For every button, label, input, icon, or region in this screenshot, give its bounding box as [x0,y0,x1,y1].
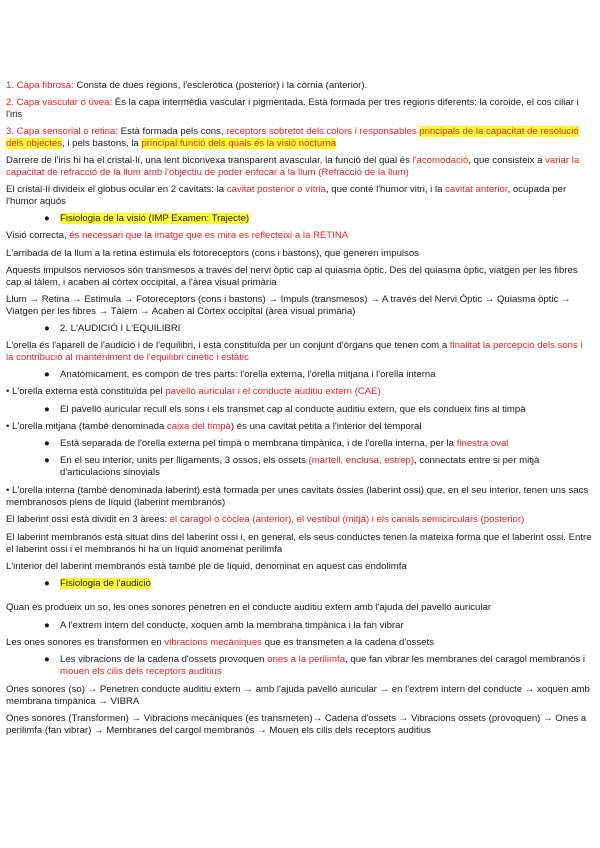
bullet-dot: ● [44,455,50,466]
capa-fibrosa-paragraph: 1. Capa fibrosa: Consta de dues regions, l'escleròtica (posterior) i la còrnia (anterior). [6,80,368,91]
extrem-bullet: A l'extrem intern del conducte, xoquen amb la membrana timpànica i la fan vibrar [60,620,404,631]
capa-sensorial-title: 3. Capa sensorial o retina: [6,126,118,137]
orella-paragraph: L'orella és l'aparell de l'audició i de l'equilibri, i està constituïda per un conjunt d'òrgans que tenen com a finalitat la percepció dels sons i la contribució al manteniment de l'equilibri cinètic i estàtic [6,340,583,363]
bullet-dot: ● [44,213,50,224]
transformen-paragraph: Les ones sonores es transformen en vibracions mecàniques que es transmeten a la cadena d'ossets [6,637,434,648]
bullet-dot: ● [44,578,50,589]
bullet-dot: ● [44,369,50,380]
endolimfa-paragraph: L'interior del laberint membranós està també ple de líquid, denominat en aquest cas endolimfa [6,561,407,572]
laberint-ossi-paragraph: El laberint ossi està dividit en 3 àrees: el caragol o còclea (anterior), el vestíbul (mitjà) i els canals semicirculars (posterior) [6,514,525,525]
orella-externa-paragraph: • L'orella externa està constituïda pel pavelló auricular i el conducte auditiu extern (CAE) [6,386,381,397]
visio-correcta-paragraph: Visió correcta, és necessari que la imatge que es mira es reflecteixi a la RETINA [6,230,349,241]
impulsos-paragraph: Aquests impulsos nerviosos són transmesos a través del nervi òptic cap al quiasma òptic. Des del quiasma òptic, viatgen per les fibres cap al tàlem, i acaben al còrtex occipital, a l'àrea visual primària [6,265,578,288]
cavitats-paragraph: El cristal·lí divideix el globus ocular en 2 cavitats: la cavitat posterior o vítria, que conté l'humor vitri, i la cavitat anterior, ocupada per l'humor aquós [6,184,567,207]
trajecte-visio-paragraph: Llum → Retina → Estimula → Fotoreceptors (cons i bastons) → Impuls (transmesos) → A través del Nervi Òptic → Quiasma òptic → Viatgen per les fibres → Tàlem → Acaben al Còrtex occipital (àrea visual primària) [6,294,571,317]
fisiologia-visio-heading: Fisiologia de la visió (IMP Examen: Trajecte) [60,213,250,224]
cadena-vibracions-paragraph: Ones sonores (Transformen) → Vibracions mecàniques (es transmeten)→ Cadena d'ossets → Vibracions ossets (provoquen) → Ones a perilimfa (fan vibrar) → Membranes del cargol membranós → Mouen els cilis dels receptors auditius [6,713,587,736]
bullet-dot: ● [44,404,50,415]
ossets-bullet: En el seu interior, units per lligaments, 3 ossos, els ossets (martell, enclusa, estrep), connectats entre si per mitjà d'articulacions sinovials [60,455,540,478]
laberint-membranos-paragraph: El laberint membranós està situat dins del laberint ossi i, en general, els seus conductes tenen la mateixa forma que el laberint ossi. Entre el laberint ossi i el membranós hi ha un líquid anomenat perilimfa [6,532,592,555]
pavello-bullet: El pavelló auricular recull els sons i els transmet cap al conducte auditiu extern, que els condueix fins al timpà [60,404,526,415]
so-paragraph: Quan es produeix un so, les ones sonores penetren en el conducte auditiu extern amb l'ajuda del pavelló auricular [6,602,492,613]
fisiologia-audicio-heading: Fisiologia de l'audició [60,578,151,589]
orella-mitjana-paragraph: • L'orella mitjana (també denominada caixa del timpà) és una cavitat petita a l'interior del temporal [6,421,422,432]
cristal-li-paragraph: Darrere de l'iris hi ha el cristal·lí, una lent biconvexa transparent avascular, la funció del qual és l'acomodació, que consisteix a variar la capacitat de refracció de la llum amb l'objectiu de poder enfocar a la llum (Refracció de la llum) [6,155,580,178]
arribada-paragraph: L'arribada de la llum a la retina estimula els fotoreceptors (cons i bastons), que generen impulsos [6,248,419,259]
audicio-heading: 2. L'AUDICIÓ I L'EQUILIBRI [60,323,181,334]
capa-vascular-title: 2. Capa vascular o úvea: [6,97,113,108]
capa-vascular-paragraph: 2. Capa vascular o úvea: És la capa intermèdia vascular i pigmentada. Està formada per tres regions diferents: la coroide, el cos ciliar i l'iris [6,97,579,120]
capa-fibrosa-title: 1. Capa fibrosa: [6,80,74,91]
bullet-dot: ● [44,620,50,631]
separada-bullet: Està separada de l'orella externa pel timpà o membrana timpànica, i de l'orella interna, per la finestra oval [60,438,509,449]
orella-interna-paragraph: • L'orella interna (també denominada laberint) està formada per unes cavitats òssies (laberint ossi) que, en el seu interior, tenen uns sacs membranosos plens de líquid (laberint membranós) [6,485,589,508]
vibracions-bullet: Les vibracions de la cadena d'ossets provoquen ones a la perilimfa, que fan vibrar les membranes del caragol membranós i mouen els cilis dels receptors auditius [60,654,585,677]
cadena-so-paragraph: Ones sonores (so) → Penetren conducte auditiu extern → amb l'ajuda pavelló auricular → en l'extrem intern del conducte → xoquen amb membrana timpànica → VIBRA [6,684,590,707]
anatomia-bullet: Anatòmicament, es compon de tres parts: l'orella externa, l'orella mitjana i l'orella interna [60,369,436,380]
bullet-dot: ● [44,654,50,665]
bullet-dot: ● [44,323,50,334]
bullet-dot: ● [44,438,50,449]
capa-sensorial-paragraph: 3. Capa sensorial o retina: Està formada pels cons, receptors sobretot dels colors i responsables principals de la capacitat de resolució dels objectes, i pels bastons, la principal funció dels quals és la visió nocturna [6,126,579,149]
